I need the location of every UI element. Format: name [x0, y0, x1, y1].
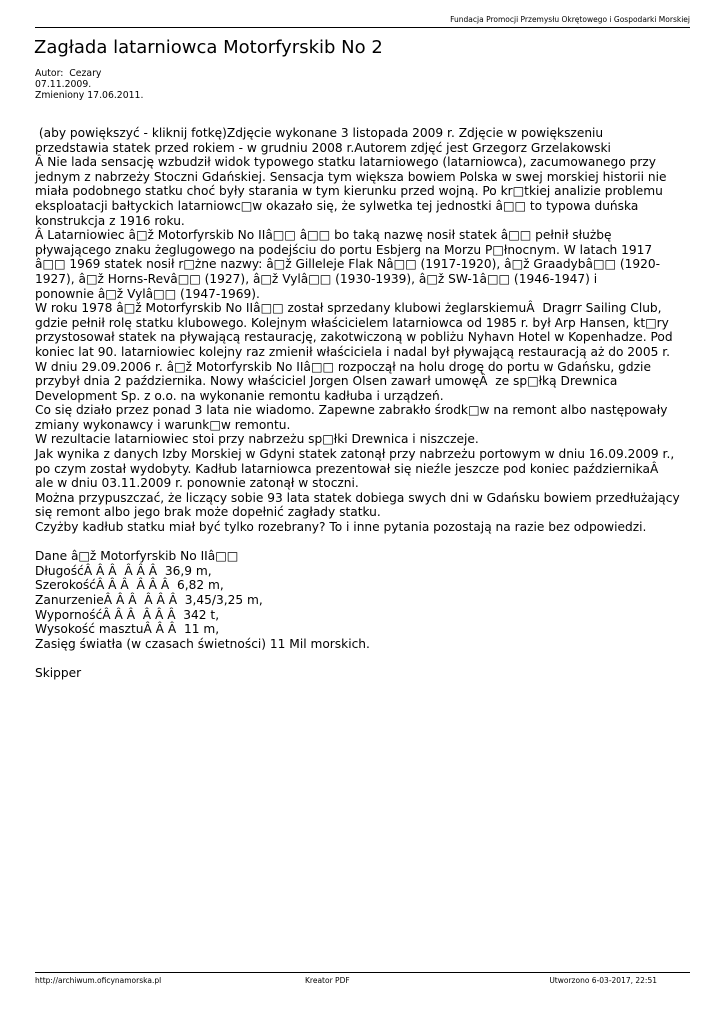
article-line: konstrukcja z 1916 roku. — [35, 213, 185, 228]
paragraph-spacer — [35, 651, 695, 666]
article-line: pływającego znaku żeglugowego na podejściu do portu Esbjerg na Morzu P□łnocnym. W latach 1917 — [35, 242, 653, 257]
article-author: Autor: Cezary — [35, 68, 102, 79]
article-line: koniec lat 90. latarniowiec kolejny raz zmienił właściciela i nadal był pływającą restauracją aż do 2005 r. — [35, 344, 670, 359]
article-line: 1927), â□ž Horns-Revâ□□ (1927), â□ž Vylâ□□ (1930-1939), â□ž SW-1â□□ (1946-1947) i — [35, 271, 598, 286]
article-line: przedstawia statek przed rokiem - w grudniu 2008 r.Autorem zdjęć jest Grzegorz Grzelakowski — [35, 140, 611, 155]
article-line: gdzie pełnił rolę statku klubowego. Kolejnym właścicielem latarniowca od 1985 r. był Arp Hansen, kt□ry — [35, 315, 669, 330]
article-date: 07.11.2009. — [35, 79, 92, 90]
article-line: Â Nie lada sensację wzbudził widok typowego statku latarniowego (latarniowca), zacumowanego przy — [35, 155, 656, 170]
article-modified: Zmieniony 17.06.2011. — [35, 90, 144, 101]
header-divider — [35, 27, 690, 28]
article-line: Co się działo przez ponad 3 lata nie wiadomo. Zapewne zabrakło środk□w na remont albo następowały — [35, 403, 668, 418]
article-line: się remont albo jego brak może dopełnić zagłady statku. — [35, 505, 381, 520]
footer-created-date: Utworzono 6-03-2017, 22:51 — [549, 976, 657, 985]
article-body — [35, 126, 695, 681]
article-line: â□□ 1969 statek nosił r□żne nazwy: â□ž Gilleleje Flak Nâ□□ (1917-1920), â□ž Graadybâ□□ (1920- — [35, 257, 661, 272]
article-line: przystosował statek na pływającą restaurację, zakotwiczoną w pobliżu Nyhavn Hotel w Kopenhadze. Pod — [35, 330, 673, 345]
paragraph-spacer — [35, 535, 695, 550]
article-line: W rezultacie latarniowiec stoi przy nabrzeżu sp□łki Drewnica i niszczeje. — [35, 432, 479, 447]
article-line: przybył dnia 2 października. Nowy właściciel Jorgen Olsen zawarł umowęÂ ze sp□łką Drewnica — [35, 374, 618, 389]
article-line: (aby powiększyć - kliknij fotkę)Zdjęcie wykonane 3 listopada 2009 r. Zdjęcie w powiększeniu — [35, 126, 604, 140]
article-line: W dniu 29.09.2006 r. â□ž Motorfyrskib No IIâ□□ rozpoczął na holu drogę do portu w Gdańsku, gdzie — [35, 359, 651, 374]
footer-url-link[interactable]: http://archiwum.oficynamorska.pl — [35, 976, 162, 985]
article-line: eksploatacji bałtyckich latarniowc□w okazało się, że sylwetka tej jednostki â□□ to typowa duńska — [35, 198, 639, 213]
article-meta — [35, 68, 143, 101]
article-line: Dane â□ž Motorfyrskib No IIâ□□ — [35, 549, 239, 564]
article-line: Skipper — [35, 665, 82, 680]
article-line: Jak wynika z danych Izby Morskiej w Gdyni statek zatonął przy nabrzeżu portowym w dniu 16.09.2009 r., — [35, 447, 675, 462]
article-line: ponownie â□ž Vylâ□□ (1947-1969). — [35, 286, 260, 301]
article-line: Â Latarniowiec â□ž Motorfyrskib No IIâ□□ â□□ bo taką nazwę nosił statek â□□ pełnił służbę — [35, 228, 612, 243]
article-line: jednym z nabrzeży Stoczni Gdańskiej. Sensacja tym większa bowiem Polska w swej morskiej historii nie — [35, 169, 667, 184]
article-line: WypornośćÂ Â Â Â Â Â 342 t, — [35, 607, 220, 622]
article-line: Zasięg światła (w czasach świetności) 11 Mil morskich. — [35, 636, 370, 651]
article-line: Wysokość masztuÂ Â Â 11 m, — [35, 622, 220, 637]
article-line: po czym został wydobyty. Kadłub latarniowca prezentował się nieźle jeszcze pod koniec październikaÂ — [35, 461, 659, 476]
article-line: Development Sp. z o.o. na wykonanie remontu kadłuba i urządzeń. — [35, 388, 444, 403]
article-title: Zagłada latarniowca Motorfyrskib No 2 — [34, 37, 383, 58]
article-line: SzerokośćÂ Â Â Â Â Â 6,82 m, — [35, 578, 224, 593]
article-line: zmiany wykonawcy i warunk□w remontu. — [35, 417, 291, 432]
article-line: ale w dniu 03.11.2009 r. ponownie zatonął w stoczni. — [35, 476, 359, 491]
page-header-organization: Fundacja Promocji Przemysłu Okrętowego i Gospodarki Morskiej — [450, 15, 690, 24]
footer-generator: Kreator PDF — [305, 976, 350, 985]
article-line: Czyżby kadłub statku miał być tylko rozebrany? To i inne pytania pozostają na razie bez odpowiedzi. — [35, 520, 647, 535]
article-line: W roku 1978 â□ž Motorfyrskib No IIâ□□ został sprzedany klubowi żeglarskiemuÂ Dragrr Sailing Club, — [35, 301, 662, 316]
article-line: miała podobnego statku choć były starania w tym kierunku przed wojną. Po kr□tkiej analizie problemu — [35, 184, 663, 199]
article-line: Można przypuszczać, że liczący sobie 93 lata statek dobiega swych dni w Gdańsku bowiem przedłużający — [35, 490, 680, 505]
article-line: ZanurzenieÂ Â Â Â Â Â 3,45/3,25 m, — [35, 593, 263, 607]
footer-divider — [35, 972, 690, 973]
article-line: DługośćÂ Â Â Â Â Â 36,9 m, — [35, 563, 212, 578]
